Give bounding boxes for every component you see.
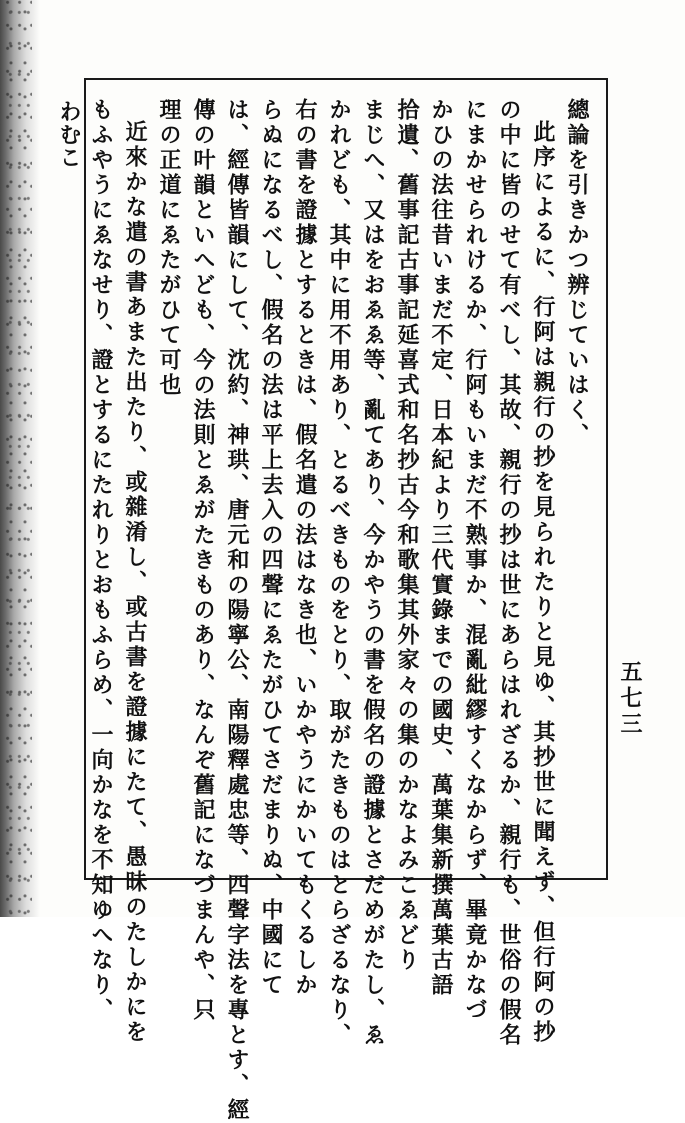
text-column: まじへ、又はをおゑゑ等、亂てあり、今かやうの書を假名の證據とさだめがたし、ゑ [360, 98, 386, 1048]
text-column: 近來かな遣の書あまた出たり、或雜淆し、或古書を證據にたて、愚昧のたしかにを [122, 120, 148, 1045]
text-column: 拾遺、舊事記古事記延喜式和名抄古今和歌集其外家々の集のかなよみこゑどり [394, 98, 420, 973]
running-header: わむこ [56, 100, 82, 169]
text-column: は、經傳皆韻にして、沈約、神珙、唐元和の陽寧公、南陽釋處忠等、四聲字法を專とす、經 [224, 98, 250, 1123]
text-column: かれども、其中に用不用あり、とるべきものをとり、取がたきものはとらざるなり、 [326, 98, 352, 1048]
text-column: 總論を引きかつ辨じていはく、 [564, 98, 590, 448]
text-column: 此序によるに、行阿は親行の抄を見られたりと見ゆ、其抄世に聞えず、但行阿の抄 [530, 120, 556, 1045]
text-column: 右の書を證據とするときは、假名遣の法はなき也、いかやうにかいてもくるしか [292, 98, 318, 998]
text-column: もふやうにゑなせり、證とするにたれりとおもふらめ、一向かなを不知ゆへなり、 [88, 98, 114, 1023]
text-column: にまかせられけるか、行阿もいまだ不熟事か、混亂紕繆すくなからず、畢竟かなづ [462, 98, 488, 1023]
text-column: 理の正道にゑたがひて可也 [156, 98, 182, 398]
text-column: 傳の叶韻といへども、今の法則とゑがたきものあり、なんぞ舊記になづまんや、只 [190, 98, 216, 1023]
text-column: かひの法往昔いまだ不定、日本紀より三代實錄までの國史、萬葉集新撰萬葉古語 [428, 98, 454, 998]
text-column: らぬになるべし、假名の法は平上去入の四聲にゑたがひてさだまりぬ、中國にて [258, 98, 284, 998]
spine-speckle [4, 0, 32, 917]
page-number: 五七三 [617, 660, 643, 738]
text-column: の中に皆のせて有べし、其故、親行の抄は世にあらはれざるか、親行も、世俗の假名 [496, 98, 522, 1048]
vertical-text-block [88, 98, 594, 1123]
